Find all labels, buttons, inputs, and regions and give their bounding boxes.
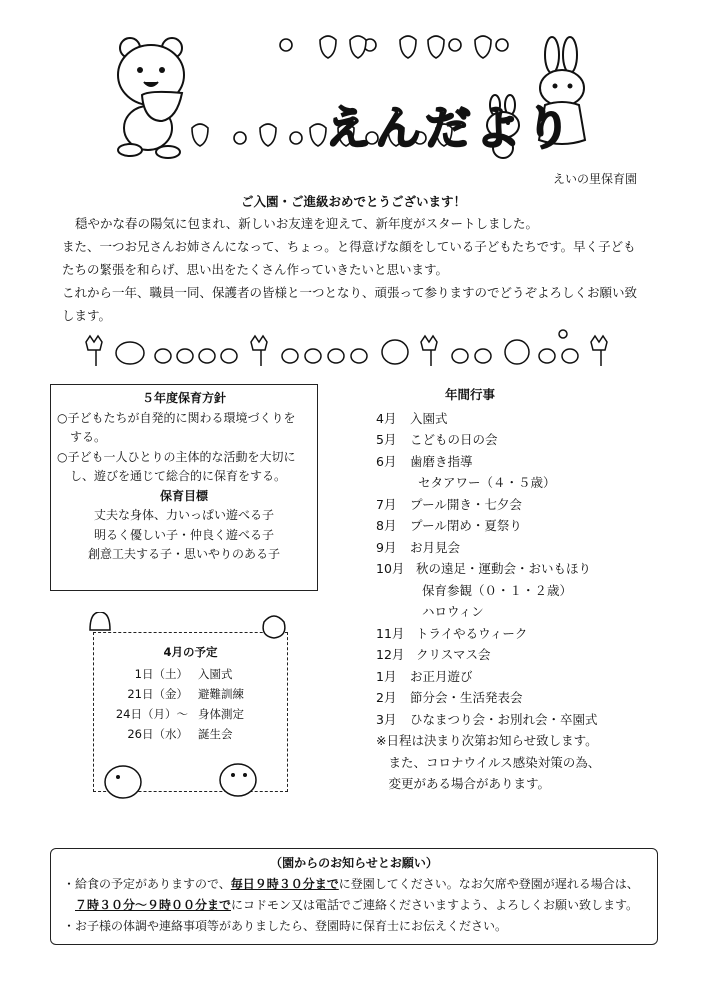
event-month: 12月: [376, 647, 405, 662]
policy-box: [50, 384, 318, 591]
events-note: 変更がある場合があります。: [376, 776, 551, 791]
event-text: お月見会: [410, 539, 461, 555]
greeting-line: します。: [62, 308, 112, 323]
events-title: 年間行事: [444, 387, 495, 402]
tulip-icon: [86, 336, 102, 366]
event-text: トライやるウィーク: [416, 625, 528, 641]
events-note: ※日程は決まり次第お知らせ致します。: [376, 733, 598, 748]
notice-highlight: ７時３０分～９時００分まで: [75, 898, 232, 912]
event-text: 保育参観（０・１・２歳）: [422, 582, 573, 598]
goals-title: 保育目標: [159, 488, 208, 503]
event-text: ハロウィン: [422, 604, 484, 619]
policy-item-cont: し、遊びを通じて総合的に保育をする。: [70, 469, 287, 483]
april-event: 入園式: [198, 667, 233, 681]
event-month: 3月: [376, 711, 397, 727]
april-date: 1日（土）: [134, 667, 188, 681]
egg-icon: [90, 612, 110, 630]
notice-text: にコドモン又は電話でご連絡くださいますよう、よろしくお願い致します。: [231, 898, 639, 912]
tulip-icon: [591, 336, 607, 366]
bear-icon: [118, 38, 184, 158]
event-text: セタアワー（４・５歳）: [418, 475, 556, 490]
april-schedule: [88, 612, 288, 812]
tulip-icon: [421, 336, 437, 366]
event-text: ひなまつり会・お別れ会・卒園式: [410, 711, 598, 727]
chick-icon: [282, 340, 408, 364]
annual-events: [370, 384, 670, 795]
greeting-line: これから一年、職員一同、保護者の皆様と一つとなり、頑張って参りますのでどうぞよろしくお願い致: [62, 285, 638, 300]
greeting-line: 穏やかな春の陽気に包まれ、新しいお友達を迎えて、新年度がスタートしました。: [75, 216, 539, 231]
event-text: 節分会・生活発表会: [410, 690, 523, 705]
event-text: お正月遊び: [410, 668, 473, 684]
notice-line: ・お子様の体調や連絡事項等がありましたら、登園時に保育士にお伝えください。: [63, 919, 508, 933]
decorative-border: [85, 328, 620, 373]
notice-title: （園からのお知らせとお願い）: [270, 856, 438, 870]
event-month: 2月: [376, 690, 397, 705]
flower-icon: [280, 36, 508, 58]
notice-line: [63, 874, 645, 895]
event-month: 7月: [376, 496, 397, 512]
greeting-line: たちの緊張を和らげ、思い出をたくさん作っていきたいと思います。: [62, 262, 449, 277]
april-date: 24日（月）～: [115, 707, 188, 721]
notice-line: [63, 895, 645, 916]
april-event: 誕生会: [198, 727, 233, 741]
policy-item: ○子ども一人ひとりの主体的な活動を大切に: [57, 449, 296, 464]
event-text: 秋の遠足・運動会・おいもほり: [416, 561, 592, 576]
event-text: こどもの日の会: [410, 432, 498, 447]
april-title: 4月の予定: [163, 645, 218, 659]
school-name: えいの里保育園: [552, 172, 637, 186]
event-month: 9月: [376, 539, 397, 555]
chick-icon: [116, 342, 237, 364]
notice-text: ・給食の予定がありますので、: [63, 877, 231, 891]
tulip-icon: [251, 336, 267, 366]
event-text: 歯磨き指導: [410, 453, 473, 469]
event-month: 10月: [376, 561, 405, 576]
event-month: 8月: [376, 518, 397, 533]
events-note: また、コロナウイルス感染対策の為、: [376, 754, 601, 770]
event-month: 1月: [376, 668, 397, 684]
egg-icon: [263, 616, 285, 638]
chick-icon: [105, 764, 256, 798]
notice-text: に登園してください。なお欠席や登園が遅れる場合は、: [338, 877, 639, 891]
goal-item: 明るく優しい子・仲良く遊べる子: [93, 527, 274, 542]
april-date: 21日（金）: [127, 687, 188, 701]
header-illustration: [100, 30, 620, 160]
policy-item: ○子どもたちが自発的に関わる環境づくりを: [57, 410, 296, 425]
event-month: 6月: [376, 453, 397, 469]
notice-highlight: 毎日９時３０分まで: [230, 877, 339, 891]
greeting-title: ご入園・ご進級おめでとうございます！: [240, 194, 466, 209]
sun-icon: [559, 330, 567, 338]
policy-item-cont: する。: [70, 430, 107, 444]
event-text: プール閉め・夏祭り: [410, 518, 522, 533]
event-text: プール開き・七夕会: [410, 496, 522, 512]
greeting-line: また、一つお兄さんお姉さんになって、ちょっ。と得意げな顔をしている子どもたちです。早く子ども: [62, 239, 636, 254]
policy-title: ５年度保育方針: [141, 391, 226, 405]
event-month: 5月: [376, 432, 397, 447]
newsletter-title: えんだより: [325, 101, 575, 155]
event-month: 11月: [376, 625, 405, 641]
goal-item: 創意工夫する子・思いやりのある子: [87, 547, 280, 561]
notice-box: [50, 848, 658, 945]
april-event: 避難訓練: [198, 687, 244, 701]
april-event: 身体測定: [198, 707, 244, 721]
event-text: 入園式: [410, 410, 448, 426]
event-month: 4月: [376, 410, 397, 426]
event-text: クリスマス会: [416, 647, 491, 662]
greeting-text: [62, 212, 652, 327]
april-date: 26日（水）: [127, 727, 188, 741]
chick-icon: [452, 340, 578, 364]
goal-item: 丈夫な身体、力いっぱい遊べる子: [93, 508, 274, 522]
